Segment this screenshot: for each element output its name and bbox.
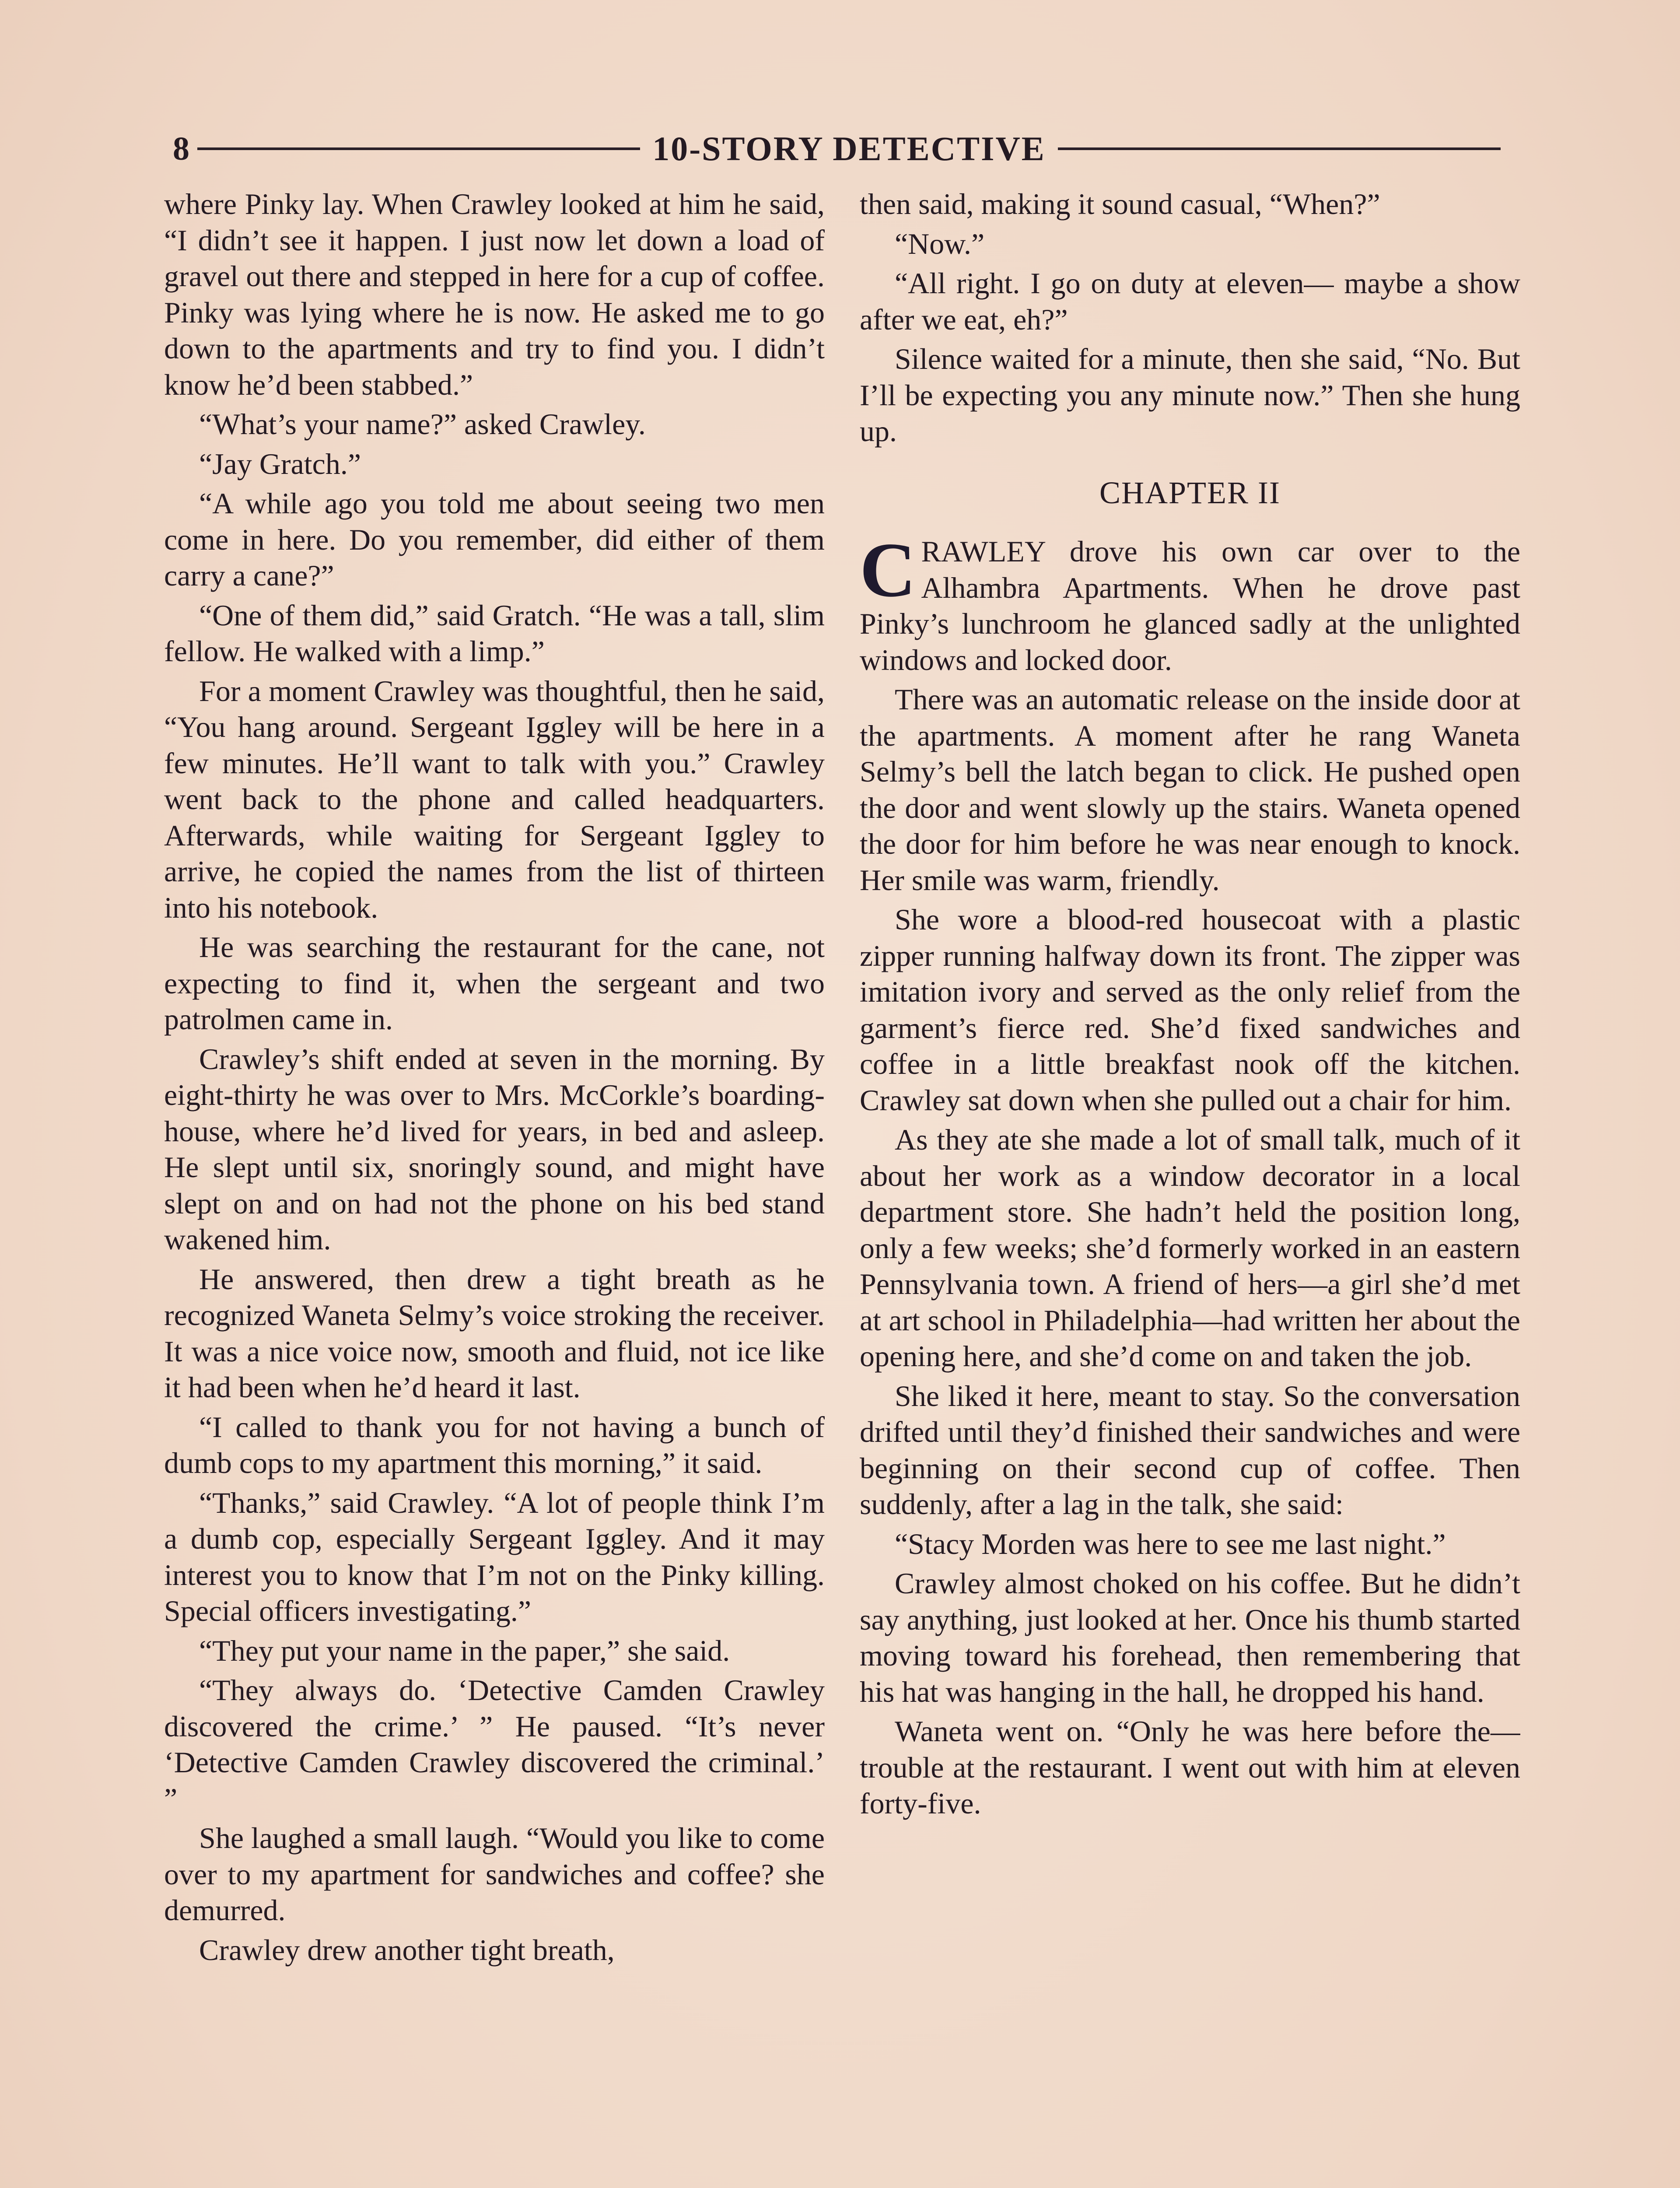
paragraph: “One of them did,” said Gratch. “He was a tall, slim fellow. He walked with a limp.”: [164, 598, 825, 668]
paragraph: For a moment Crawley was thoughtful, then he said, “You hang around. Sergeant Iggley will be here in a few minutes. He’ll want to talk with you.” Crawley went back to the phone and called headquarters. Afterwards, while waiting for Sergeant Iggley to arrive, he copied the names from the list of thirteen into his notebook.: [164, 674, 825, 924]
paragraph: Crawley almost choked on his coffee. But he didn’t say anything, just looked at her. Once his thumb started moving toward his forehead, then remembering that his hat was hanging in the hall, he dropped his hand.: [860, 1567, 1520, 1708]
paragraph: Crawley’s shift ended at seven in the morning. By eight-thirty he was over to Mrs. McCorkle’s boarding-house, where he’d lived for years, in bed and asleep. He slept until six, snoringly sound, and might have slept on and on had not the phone on his bed stand wakened him.: [164, 1042, 825, 1256]
paragraph: He answered, then drew a tight breath as he recognized Waneta Selmy’s voice stroking the receiver. It was a nice voice now, smooth and fluid, not ice like it had been when he’d heard it last.: [164, 1262, 825, 1404]
paragraph: “I called to thank you for not having a bunch of dumb cops to my apartment this morning,” it said.: [164, 1410, 825, 1480]
paragraph: Crawley drew another tight breath,: [199, 1933, 615, 1967]
paragraph: Waneta went on. “Only he was here before the—trouble at the restaurant. I went out with him at eleven forty-five.: [860, 1715, 1520, 1820]
publication-title: 10-STORY DETECTIVE: [652, 130, 1046, 168]
page-number: 8: [173, 130, 189, 167]
paragraph: She wore a blood-red housecoat with a plastic zipper running halfway down its front. The zipper was imitation ivory and served as the only relief from the garment’s fierce red. She’d fixed sandwiches and coffee in a little breakfast nook off the kitchen. Crawley sat down when she pulled out a chair for him.: [860, 903, 1520, 1117]
paragraph: Silence waited for a minute, then she said, “No. But I’ll be expecting you any minute now.” Then she hung up.: [860, 342, 1520, 448]
paragraph: “They always do. ‘Detective Camden Crawley discovered the crime.’ ” He paused. “It’s never ‘Detective Camden Crawley discovered the criminal.’ ”: [164, 1673, 825, 1815]
chapter-heading: CHAPTER II: [1099, 475, 1281, 510]
paragraph: She liked it here, meant to stay. So the conversation drifted until they’d finished their sandwiches and were beginning on their second cup of coffee. Then suddenly, after a lag in the talk, she said:: [860, 1379, 1520, 1521]
paragraph: “Stacy Morden was here to see me last night.”: [895, 1527, 1446, 1560]
paragraph: “All right. I go on duty at eleven— maybe a show after we eat, eh?”: [860, 266, 1520, 336]
paragraph: “They put your name in the paper,” she said.: [199, 1634, 730, 1667]
paragraph: “Thanks,” said Crawley. “A lot of people think I’m a dumb cop, especially Sergeant Iggley. And it may interest you to know that I’m not on the Pinky killing. Special officers investigating.”: [164, 1486, 825, 1627]
paragraph: then said, making it sound casual, “When?”: [860, 187, 1380, 221]
paragraph: There was an automatic release on the inside door at the apartments. A moment after he rang Waneta Selmy’s bell the latch began to click. He pushed open the door and went slowly up the stairs. Waneta opened the door for him before he was near enough to knock. Her smile was warm, friendly.: [860, 683, 1520, 897]
paragraph: where Pinky lay. When Crawley looked at him he said, “I didn’t see it happen. I just now let down a load of gravel out there and stepped in here for a cup of coffee. Pinky was lying where he is now. He asked me to go down to the apartments and try to find you. I didn’t know he’d been stabbed.”: [164, 187, 825, 401]
paragraph: He was searching the restaurant for the cane, not expecting to find it, when the sergeant and two patrolmen came in.: [164, 930, 825, 1036]
paragraph: “Now.”: [895, 227, 985, 260]
chapter-opening-paragraph: [860, 526, 1520, 678]
running-header: [173, 125, 1501, 173]
paragraph: “Jay Gratch.”: [199, 447, 361, 480]
header-rule-right: [1058, 147, 1501, 150]
paragraph: “A while ago you told me about seeing two men come in here. Do you remember, did either of them carry a cane?”: [164, 487, 825, 592]
drop-cap: C: [860, 526, 916, 613]
paragraph: “What’s your name?” asked Crawley.: [199, 407, 646, 441]
header-rule-left: [197, 147, 640, 150]
right-column: [860, 186, 1520, 2188]
paragraph: She laughed a small laugh. “Would you like to come over to my apartment for sandwiches and coffee? she demurred.: [164, 1821, 825, 1927]
chapter-opening-text: RAWLEY drove his own car over to the Alhambra Apartments. When he drove past Pinky’s lunchroom he glanced sadly at the unlighted windows and locked door.: [860, 535, 1520, 677]
paragraph: As they ate she made a lot of small talk, much of it about her work as a window decorator in a local department store. She hadn’t held the position long, only a few weeks; she’d formerly worked in an eastern Pennsylvania town. A friend of hers—a girl she’d met at art school in Philadelphia—had written her about the opening here, and she’d come on and taken the job.: [860, 1123, 1520, 1373]
left-column: [164, 186, 825, 2188]
